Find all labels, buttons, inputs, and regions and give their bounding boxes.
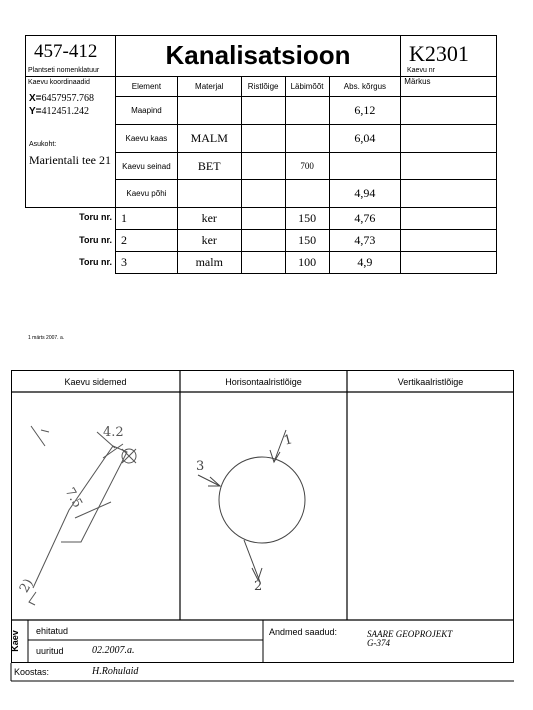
pipe-note-cell	[401, 252, 497, 274]
cross-cell	[241, 125, 285, 153]
note-cell	[401, 125, 497, 153]
material-cell	[177, 97, 241, 125]
col-header-note: Märkus	[401, 77, 497, 97]
coords-label: Kaevu koordinaadid	[28, 79, 90, 86]
map-code-box	[25, 35, 116, 77]
col-header-material: Materjal	[177, 77, 241, 97]
element-cell: Kaevu põhi	[116, 180, 178, 208]
height-cell: 4,94	[329, 180, 401, 208]
map-code-label: Plantseti nomenklatuur	[28, 67, 100, 74]
data-source-line1: SAARE GEOPROJEKT	[367, 629, 453, 639]
pipe-cross-cell	[241, 208, 285, 230]
compiled-label: Koostas:	[14, 667, 50, 677]
date-note: 1 märts 2007. a.	[28, 335, 65, 341]
material-cell: MALM	[177, 125, 241, 153]
location-label: Asukoht:	[29, 141, 57, 148]
data-source-line2: G-374	[367, 638, 390, 648]
element-cell: Maapind	[116, 97, 178, 125]
surveyed-label: uuritud	[36, 646, 64, 656]
material-cell: BET	[177, 153, 241, 180]
height-cell: 6,12	[329, 97, 401, 125]
pipe-height-cell: 4,76	[329, 208, 401, 230]
x-value: 6457957.768	[41, 93, 95, 104]
surveyed-value: 02.2007.a.	[92, 645, 135, 656]
pipe-material-cell: malm	[177, 252, 241, 274]
element-cell: Kaevu kaas	[116, 125, 178, 153]
pipe-number-cell	[116, 230, 178, 252]
col-header-diameter: Läbimõõt	[285, 77, 329, 97]
table-row	[116, 153, 497, 180]
table-row	[116, 97, 497, 125]
well-number-box	[400, 35, 497, 77]
tie-label: 7.5	[61, 485, 85, 511]
cross-cell	[241, 180, 285, 208]
diameter-cell	[285, 180, 329, 208]
well-number: K2301	[409, 41, 469, 66]
coordinates-box	[25, 76, 116, 208]
pipe-height-cell: 4,9	[329, 252, 401, 274]
y-coordinate	[29, 106, 89, 117]
pipe-material-cell: ker	[177, 208, 241, 230]
panel-header-vertical: Vertikaalristlõige	[397, 377, 464, 387]
pipe-cross-cell	[241, 252, 285, 274]
pipe-number: 1	[121, 211, 127, 225]
diameter-cell	[285, 125, 329, 153]
pipe-note-cell	[401, 230, 497, 252]
pipe-row	[116, 208, 497, 230]
panel-header-ties: Kaevu sidemed	[64, 377, 127, 387]
table-row	[116, 125, 497, 153]
pipe-height-cell: 4,73	[329, 230, 401, 252]
data-table	[115, 76, 497, 274]
pipe-diameter-cell: 100	[285, 252, 329, 274]
pipe-mark: 2	[254, 579, 263, 594]
note-cell	[401, 180, 497, 208]
element-cell: Kaevu seinad	[116, 153, 178, 180]
pipe-label: Toru nr.	[79, 235, 112, 245]
built-label: ehitatud	[36, 626, 69, 636]
title-box	[115, 35, 401, 77]
pipe-mark: 3	[196, 459, 205, 474]
pipe-mark: 1	[282, 432, 295, 449]
pipe-row	[116, 252, 497, 274]
compiled-value: H.Rohulaid	[92, 666, 139, 677]
pipe-label: Toru nr.	[79, 212, 112, 222]
pipe-row	[116, 230, 497, 252]
col-header-element: Element	[116, 77, 178, 97]
page-title: Kanalisatsioon	[165, 40, 351, 70]
cross-cell	[241, 153, 285, 180]
well-number-label: Kaevu nr	[407, 67, 436, 74]
horizontal-sketch	[180, 392, 347, 620]
pipe-material-cell: ker	[177, 230, 241, 252]
location-value: Marientali tee 21	[29, 153, 111, 167]
pipe-diameter-cell: 150	[285, 208, 329, 230]
panel-header-horizontal: Horisontaalristlõige	[225, 377, 302, 387]
y-label: Y=	[29, 106, 42, 117]
pipe-cross-cell	[241, 230, 285, 252]
pipe-number: 2	[121, 233, 127, 247]
note-cell	[401, 153, 497, 180]
x-coordinate	[29, 93, 94, 104]
note-cell	[401, 97, 497, 125]
ties-sketch	[11, 392, 180, 620]
pipe-number: 3	[121, 255, 127, 269]
col-header-cross-section: Ristlõige	[241, 77, 285, 97]
table-header-row	[116, 77, 497, 97]
pipe-number-cell	[116, 252, 178, 274]
height-cell	[329, 153, 401, 180]
y-value: 412451.242	[41, 106, 90, 117]
pipe-label: Toru nr.	[79, 257, 112, 267]
tie-label: 2)	[16, 576, 37, 596]
pipe-number-cell	[116, 208, 178, 230]
data-source-label: Andmed saadud:	[269, 627, 338, 637]
diameter-cell	[285, 97, 329, 125]
col-header-abs-height: Abs. kõrgus	[329, 77, 401, 97]
table-row	[116, 180, 497, 208]
diameter-cell: 700	[285, 153, 329, 180]
height-cell: 6,04	[329, 125, 401, 153]
pipe-note-cell	[401, 208, 497, 230]
material-cell	[177, 180, 241, 208]
map-code: 457-412	[34, 41, 98, 62]
pipe-diameter-cell: 150	[285, 230, 329, 252]
kaev-label: Kaev	[10, 630, 20, 652]
tie-label: 4.2	[103, 425, 124, 440]
cross-cell	[241, 97, 285, 125]
x-label: X=	[29, 93, 42, 104]
